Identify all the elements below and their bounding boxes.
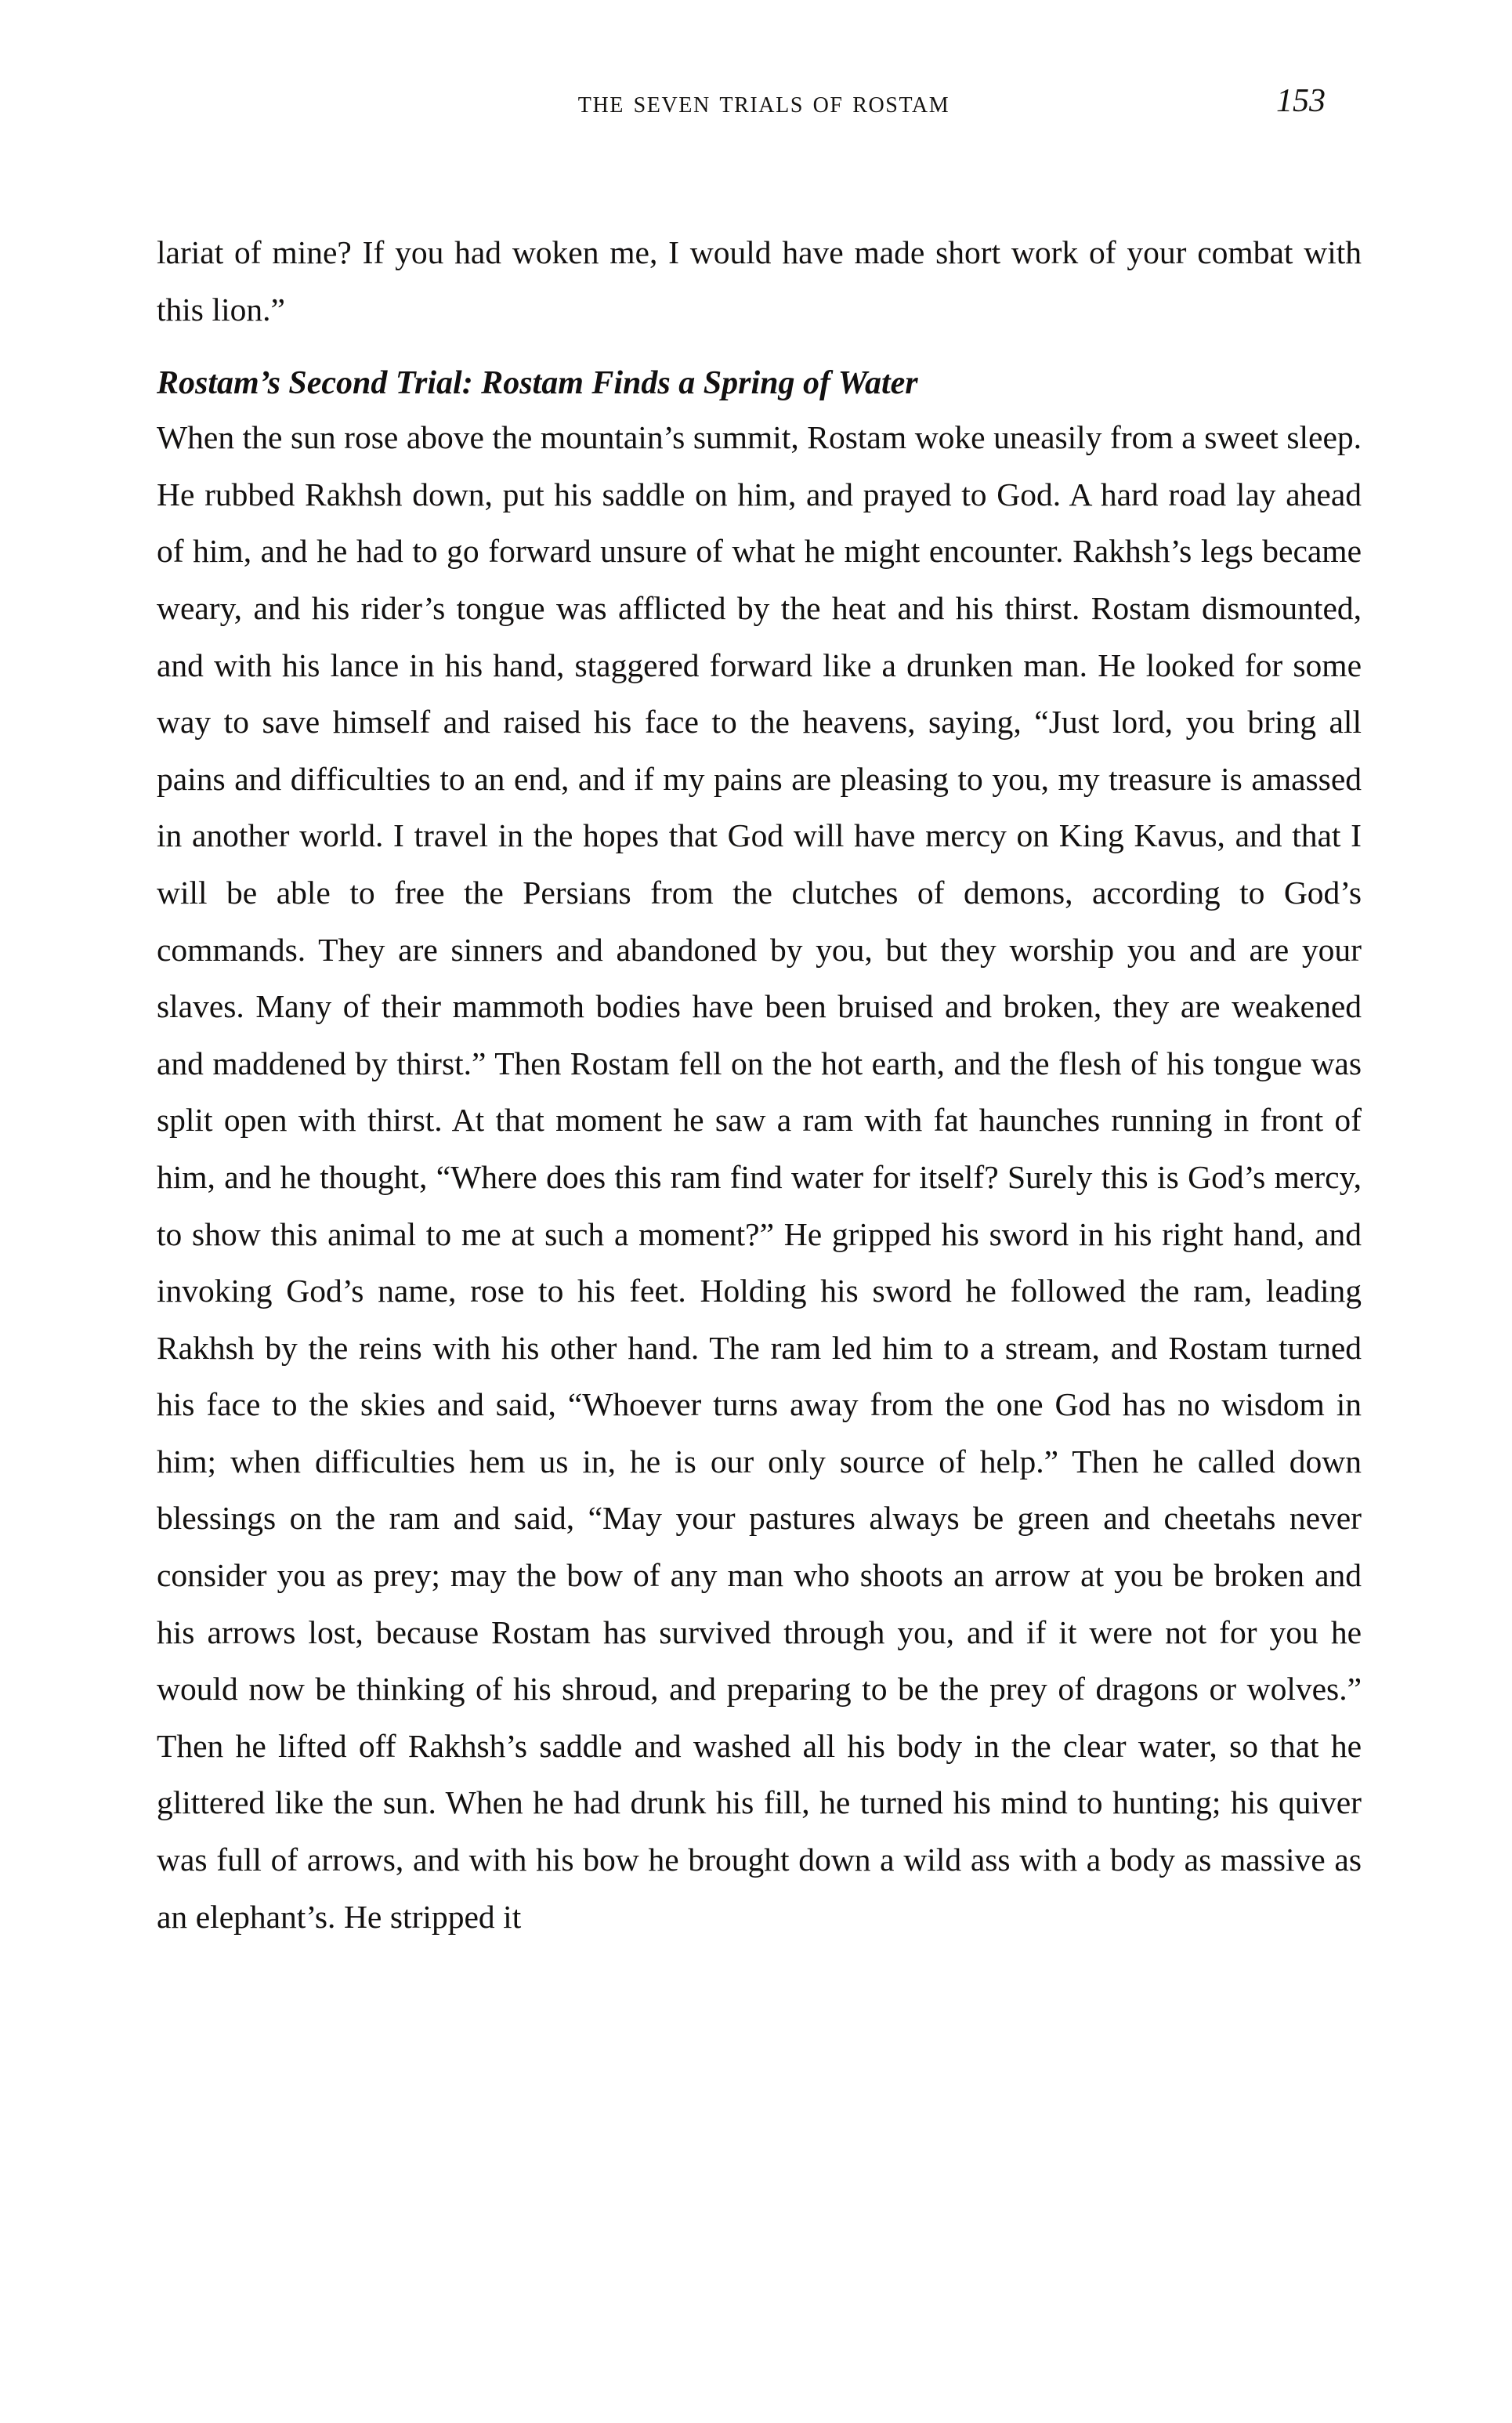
- paragraph-continuation: lariat of mine? If you had woken me, I would have made short work of your combat with this lion.”: [157, 234, 1362, 328]
- section-heading: Rostam’s Second Trial: Rostam Finds a Spring of Water: [157, 365, 918, 402]
- running-head-title: the seven trials of rostam: [577, 84, 950, 119]
- running-head: [157, 85, 1371, 139]
- text-block: [157, 224, 1362, 1945]
- page-number: 153: [1276, 83, 1326, 119]
- paragraph-second-trial: When the sun rose above the mountain’s summit, Rostam woke uneasily from a sweet sleep. He rubbed Rakhsh down, put his saddle on him, and prayed to God. A hard road lay ahead of him, and he had to go forward unsure of what he might encounter. Rakhsh’s legs became weary, and his rider’s tongue was afflicted by the heat and his thirst. Rostam dismounted, and with his lance in his hand, staggered forward like a drunken man. He looked for some way to save himself and raised his face to the heavens, saying, “Just lord, you bring all pains and difficulties to an end, and if my pains are pleasing to you, my treasure is amassed in another world. I travel in the hopes that God will have mercy on King Kavus, and that I will be able to free the Persians from the clutches of demons, according to God’s commands. They are sinners and abandoned by you, but they worship you and are your slaves. Many of their mammoth bodies have been bruised and broken, they are weakened and maddened by thirst.” Then Rostam fell on the hot earth, and the flesh of his tongue was split open with thirst. At that moment he saw a ram with fat haunches running in front of him, and he thought, “Where does this ram find water for itself? Surely this is God’s mercy, to show this animal to me at such a moment?” He gripped his sword in his right hand, and invoking God’s name, rose to his feet. Holding his sword he followed the ram, leading Rakhsh by the reins with his other hand. The ram led him to a stream, and Rostam turned his face to the skies and said, “Whoever turns away from the one God has no wisdom in him; when difficulties hem us in, he is our only source of help.” Then he called down blessings on the ram and said, “May your pastures always be green and cheetahs never consider you as prey; may the bow of any man who shoots an arrow at you be broken and his arrows lost, because Rostam has survived through you, and if it were not for you he would now be thinking of his shroud, and preparing to be the prey of dragons or wolves.” Then he lifted off Rakhsh’s saddle and washed all his body in the clear water, so that he glittered like the sun. When he had drunk his fill, he turned his mind to hunting; his quiver was full of arrows, and with his bow he brought down a wild ass with a body as massive as an elephant’s. He stripped it: [157, 419, 1362, 1935]
